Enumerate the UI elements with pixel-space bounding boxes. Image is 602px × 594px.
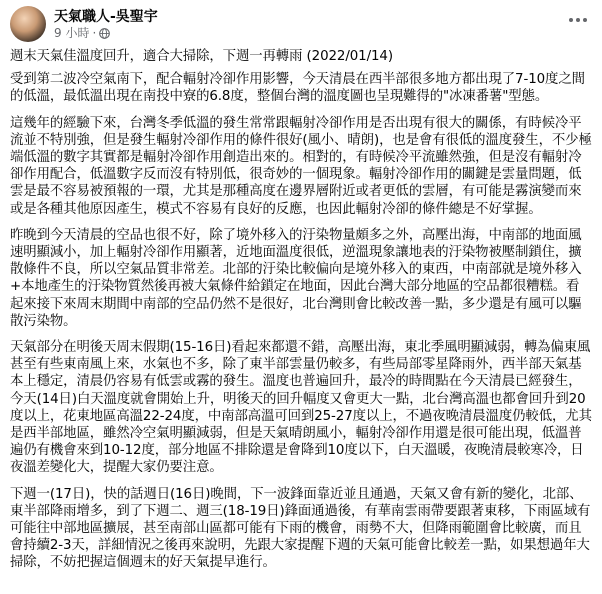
post-content <box>10 48 592 572</box>
post-paragraph: 這幾年的經驗下來，台灣冬季低溫的發生常常跟輻射冷卻作用是否出現有很大的關係，有時候冷平流並不特別強，但是發生輻射冷卻作用的條件很好(風小、晴朗)，也是會有很低的溫度發生，不少極端低溫的數字其實都是輻射冷卻作用創造出來的。相對的，有時候冷平流雖然強，但是沒有輻射冷卻作用配合，低溫數字反而沒有特別低，很奇妙的一個現象。輻射冷卻作用的關鍵是雲量問題，低雲是最不容易被預報的一環，尤其是那種高度在邊界層附近或者更低的雲層，有可能是霧演變而來或是各種其他原因產生，模式不容易有良好的反應，也因此輻射冷卻的條件總是不好掌握。 <box>10 115 592 217</box>
post-paragraph: 受到第二波冷空氣南下，配合輻射冷卻作用影響，今天清晨在西半部很多地方都出現了7-10度之間的低溫，最低溫出現在南投中寮的6.8度，整個台灣的溫度圖也呈現難得的"冰凍番薯"型態。 <box>10 72 585 105</box>
post-time[interactable]: 9 小時 <box>54 25 90 40</box>
post-paragraph: 昨晚到今天清晨的空品也很不好，除了境外移入的汙染物量頗多之外，高壓出海，中南部的地面風速明顯減小，加上輻射冷卻作用顯著，近地面溫度很低，逆溫現象讓地表的汙染物被壓制鎖住，擴散條件不良，所以空氣品質非常差。北部的汙染比較偏向是境外移入的東西，中南部就是境外移入+本地產生的汙染物質然後再被大氣條件給鎖定在地面，因此台灣大部分地區的空品都很糟糕。看起來接下來周末期間中南部的空品仍然不是很好，北台灣則會比較改善一點，多少還是有風可以驅散污染物。 <box>10 227 582 329</box>
globe-icon <box>99 28 110 39</box>
post-paragraph: 天氣部分在明後天周末假期(15-16日)看起來都還不錯，高壓出海，東北季風明顯減弱，轉為偏東風甚至有些東南風上來，水氣也不多，除了東半部雲量仍較多，有些局部零星降雨外，西半部天氣基本上穩定，清晨仍容易有低雲或霧的發生。溫度也普遍回升，最冷的時間點在今天清晨已經發生，今天(14日)白天溫度就會開始上升，明後天的回升幅度又會更大一點，北台灣高溫也都會回升到20度以上，花東地區高溫22-24度，中南部高溫可回到25-27度以上，不過夜晚清晨溫度仍較低，尤其是西半部地區，雖然冷空氣明顯減弱，但是天氣晴朗風小，輻射冷卻作用還是很可能出現，低溫普遍仍有機會來到10-12度，部分地區不排除還是會降到10度以下，白天溫暖，夜晚清晨較寒冷，日夜溫差變化大，提醒大家仍要注意。 <box>10 340 592 476</box>
time-separator: · <box>92 25 97 40</box>
post-paragraph: 下週一(17日)，快的話週日(16日)晚間，下一波鋒面靠近並且通過，天氣又會有新的變化，北部、東半部降雨增多，到了下週二、週三(18-19日)鋒面通過後，有華南雲雨帶要跟著東移，下雨區域有可能往中部地區擴展，甚至南部山區都可能有下雨的機會，雨勢不大，但降雨範圍會比較廣，而且會持續2-3天，詳細情況之後再來說明，先跟大家提醒下週的天氣可能會比較差一點，如果想過年大掃除，不妨把握這個週末的好天氣提早進行。 <box>10 486 591 571</box>
author-name[interactable]: 天氣職人-吳聖宇 <box>54 8 158 25</box>
avatar[interactable] <box>10 6 46 42</box>
post-header <box>10 6 592 42</box>
post-time-row <box>54 26 158 41</box>
post-title: 週末天氣佳溫度回升，適合大掃除，下週一再轉雨 (2022/01/14) <box>10 49 393 64</box>
more-options-icon[interactable] <box>566 12 590 28</box>
post-meta <box>54 8 158 41</box>
